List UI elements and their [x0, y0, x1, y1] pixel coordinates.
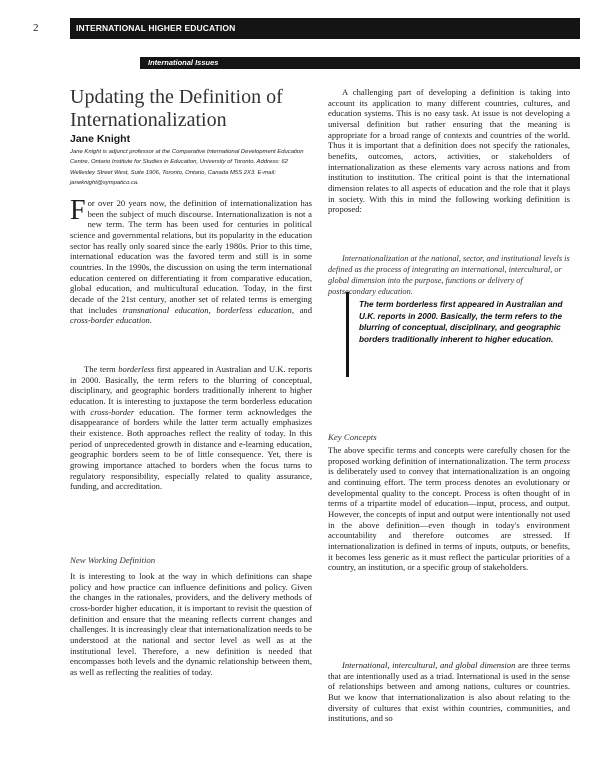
paragraph-text: A challenging part of developing a definition is taking into account its application to many different countries, cultures, and education systems. This is no easy task. At issue is not developing a universal definition but rather ensuring that the meaning is appropriate for a broad range of contexts and countries of the world. Thus it is important that a definition does not specify the rationales, benefits, outcomes, actors, activities, or stakeholders of internationalization as these elements vary across nations and from institution to institution. The critical point is that the international dimension relates to all aspects of education and the role that it plays in society. With this in mind the following working definition is proposed:: [328, 87, 570, 215]
paragraph-key-concepts: [328, 445, 570, 573]
text-span: are three terms that are intentionally used as a triad. International is used in the sense of relationships between and among nations, cultures or countries. But we know that internationalization is also about relating to the diversity of cultures that exist within countries, communities, and institutions, and so: [328, 660, 570, 724]
paragraph-text: It is interesting to look at the way in which definitions can shape policy and how practice can influence definitions and policy. Given the changes in the rationales, providers, and the delivery methods of cross-border higher education, it is important to revisit the question of definition and ensure that the meaning reflects current changes and challenges. It is increasingly clear that internationalization needs to be understood at the national and sector level as well as at the institutional level. Therefore, a new definition is needed that encompasses both levels and the dynamic relationship between them, as well as reflecting the realities of today.: [70, 571, 312, 677]
italic-term: cross-border: [90, 406, 135, 417]
text-span: is deliberately used to convey that internationalization is an ongoing and continuing effort. The term process denotes an evolutionary or developmental quality to the concept. Process is often thought of in terms of a tripartite model of education—input, process, and output. However, the concepts of input and output were intentionally not used in the above definition—even though in today's environment accountability and therefore outcomes are stressed. If internationalization is defined in terms of inputs, outputs, or benefits, it becomes less generic as it must reflect the particular priorities of a country, an institution, or a specific group of stakeholders.: [328, 466, 570, 573]
working-definition-quote: Internationalization at the national, sector, and institutional levels is defined as the process of integrating an international, intercultural, or global dimension into the purpose, functions or delivery of postsecondary education.: [328, 254, 570, 296]
intro-italic-term: cross-border education.: [70, 315, 152, 326]
article-title: Updating the Definition of Internationalization: [70, 86, 283, 131]
intro-italic-terms: transnational education, borderless education,: [122, 304, 294, 315]
italic-term: process: [544, 455, 570, 466]
author-affiliation: Jane Knight is adjunct professor at the Comparative International Development Education Centre, Ontario Institute for Studies in Education, University of Toronto. Address: 62 Wellesley Street West, Suite 1906, Toronto, Ontario, Canada M5S 2X3. E-mail: janeknight@sympatico.ca.: [70, 149, 304, 186]
intro-text: or over 20 years now, the definition of internationalization has been the subject of much discourse. Internationalization is not a new term. The term has been used for centuries in political science and governmental relations, but its popularity in the education sector has really only soared since the early 1980s. Prior to this time, international education was the favored term and still is in some countries. In the 1990s, the discussion on using the term international education centered on differentiating it from comparative education, global education, and multicultural education. Today, in the first decade of the 21st century, another set of related terms is emerging that includes: [70, 198, 312, 315]
text-span: first appeared in Australian and U.K. reports in 2000. Basically, the term refers to the blurring of conceptual, disciplinary, and geographic borders traditionally inherent to higher education. It is interesting to juxtapose the term borderless education with: [70, 364, 313, 417]
text-span: The above specific terms and concepts were carefully chosen for the proposed working definition of internationalization. The term: [328, 445, 570, 466]
text-span: The term: [84, 364, 119, 374]
italic-term: borderless: [118, 364, 155, 374]
section-bar: International Issues: [140, 57, 580, 69]
italic-term: International, intercultural, and global dimension: [342, 660, 516, 670]
paragraph-triad: [328, 660, 570, 724]
author-name: Jane Knight: [70, 133, 131, 145]
paragraph-borderless: [70, 364, 312, 492]
page-number: 2: [33, 22, 39, 34]
intro-and: and: [293, 304, 312, 315]
subheading-key-concepts: Key Concepts: [328, 432, 377, 442]
paragraph-intro: [70, 195, 312, 326]
paragraph-challenge: [328, 87, 570, 215]
text-span: education. The former term acknowledges the disappearance of borders while the latter term actually emphasizes their existence. Both approaches reflect the reality of today. In this period of unprecedented growth in distance and e-learning education, geographic borders seem to be of little consequence. Yet, there is growing importance attached to borders when the focus turns to regulatory responsibility, especially related to quality assurance, funding, and accreditation.: [70, 406, 312, 492]
drop-cap: F: [70, 195, 86, 226]
pull-quote: The term borderless first appeared in Australian and U.K. reports in 2000. Basically, the term refers to the blurring of conceptual, disciplinary, and geographic borders traditionally inherent to higher education.: [346, 292, 568, 377]
subheading-new-working-definition: New Working Definition: [70, 555, 156, 565]
paragraph-new-definition: [70, 571, 312, 678]
journal-header-bar: INTERNATIONAL HIGHER EDUCATION: [70, 18, 580, 39]
